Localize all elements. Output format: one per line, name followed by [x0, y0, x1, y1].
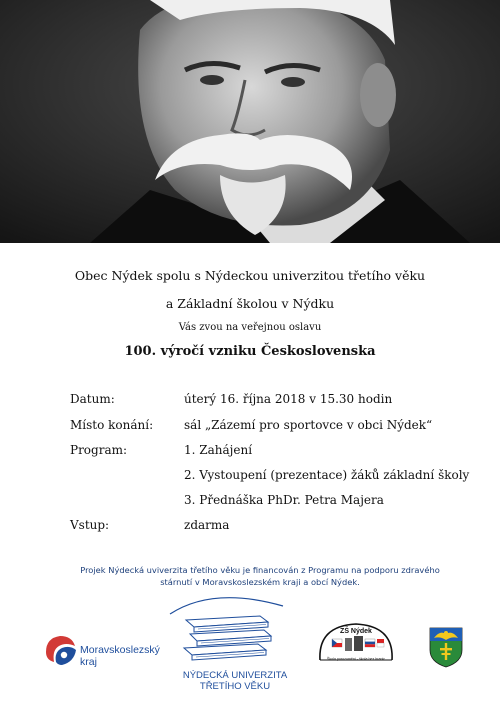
date-label: Datum: — [70, 392, 115, 406]
invitation-line-2: a Základní školou v Nýdku — [165, 296, 335, 311]
moravskoslezsky-kraj-logo-icon — [42, 632, 78, 668]
invitation-line-1: Obec Nýdek spolu s Nýdeckou univerzitou třetího věku — [74, 268, 426, 283]
nut-line-2: TŘETÍHO VĚKU — [199, 681, 271, 692]
nut-line-1: NÝDECKÁ UNIVERZITA — [182, 670, 288, 681]
event-title: 100. výročí vzniku Československa — [124, 344, 376, 359]
zs-nydek-title: ZŠ Nýdek — [340, 628, 372, 635]
program-label: Program: — [70, 443, 128, 457]
funding-note-line-1: Projek Nýdecká uviverzita třetího věku je financován z Programu na podporu zdravého — [80, 565, 440, 575]
nydek-coat-of-arms-icon — [428, 626, 464, 668]
region-line-1: Moravskoslezský — [80, 644, 160, 656]
books-logo-icon — [168, 590, 288, 668]
portrait-photo — [0, 0, 500, 243]
moravskoslezsky-kraj-text — [80, 644, 160, 668]
funding-note — [40, 564, 480, 588]
funding-note-line-2: stárnutí v Moravskoslezském kraji a obcí Nýdek. — [160, 577, 360, 587]
region-line-2: kraj — [80, 656, 97, 668]
entry-label: Vstup: — [70, 518, 110, 532]
zs-nydek-motto: Škola porozumění - škola bez hranic — [326, 657, 386, 661]
program-item-1: 1. Zahájení — [184, 443, 253, 457]
invitation-line-3: Vás zvou na veřejnou oslavu — [178, 322, 322, 333]
program-item-2: 2. Vystoupení (prezentace) žáků základní školy — [184, 468, 470, 482]
place-label: Místo konání: — [70, 418, 154, 432]
program-item-3: 3. Přednáška PhDr. Petra Majera — [184, 493, 384, 507]
place-value: sál „Zázemí pro sportovce v obci Nýdek“ — [184, 418, 433, 432]
entry-value: zdarma — [184, 518, 230, 532]
nydecka-univerzita-text — [140, 670, 330, 692]
date-value: úterý 16. října 2018 v 15.30 hodin — [184, 392, 393, 406]
